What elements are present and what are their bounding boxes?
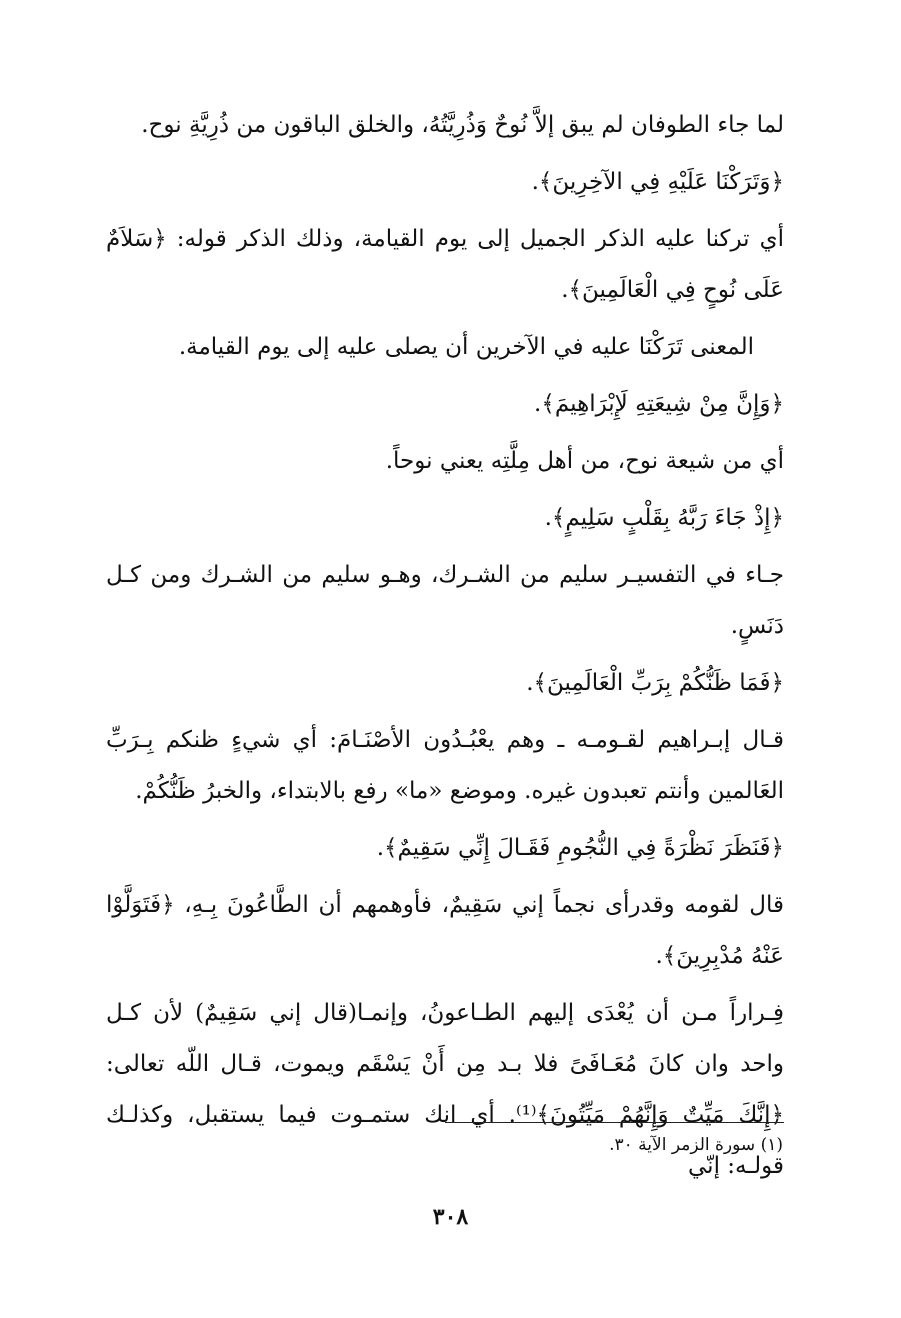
paragraph-8: فِـراراً مـن أن يُعْدَى إليهم الطـاعونُ، وإنمـا(قال إني سَقِيمٌ) لأن كـل واحد وان كانَ مُعَـافَىً فلا بـد مِن أَنْ يَسْقَم ويموت، قـال اللّه تعالى: ﴿إِنَّكَ مَيِّتٌ وَإِنَّهُمْ مَيِّتُونَ﴾⁽¹⁾. أي انك ستمـوت فيما يستقبل، وكذلـك قولـه: إنّي — [106, 1000, 785, 1179]
quran-verse-4: ﴿فَمَا ظَنُّكُمْ بِرَبِّ الْعَالَمِينَ﴾. — [526, 670, 784, 696]
quran-verse-3: ﴿إِذْ جَاءَ رَبَّهُ بِقَلْبٍ سَلِيمٍ﴾. — [544, 505, 784, 531]
footnote-divider — [445, 1122, 784, 1123]
page-number: ٣٠٨ — [432, 1204, 469, 1230]
page-body — [106, 100, 784, 1198]
paragraph-3: المعنى تَرَكْنَا عليه في الآخرين أن يصلى عليه إلى يوم القيامة. — [178, 334, 754, 360]
paragraph-4: أي من شيعة نوح، من أهل مِلَّتِه يعني نوحاً. — [385, 448, 784, 474]
paragraph-5: جـاء في التفسيـر سليم من الشـرك، وهـو سليم من الشـرك ومن كـل دَنَسٍ. — [106, 562, 784, 639]
quran-verse-1: ﴿وَتَرَكْنَا عَلَيْهِ فِي الآخِرِينَ﴾. — [531, 169, 784, 195]
footnote: (١) سورة الزمر الآية ٣٠. — [609, 1135, 783, 1155]
paragraph-1: لما جاء الطوفان لم يبق إلاَّ نُوحٌ وَذُرِيَّتُهُ، والخلق الباقون من ذُرِيَّةِ نوح. — [141, 112, 784, 138]
paragraph-2: أي تركنا عليه الذكر الجميل إلى يوم القيامة، وذلك الذكر قوله: ﴿سَلاَمٌ عَلَى نُوحٍ فِي الْعَالَمِينَ﴾. — [106, 226, 784, 303]
paragraph-7: قال لقومه وقدرأى نجماً إني سَقِيمٌ، فأوهمهم أن الطَّاعُونَ بِـهِ، ﴿فَتَوَلَّوْا عَنْهُ مُدْبِرِينَ﴾. — [106, 892, 784, 969]
paragraph-6: قـال إبـراهيم لقـومـه ـ وهم يعْبُـدُون الأصْنَـامَ: أي شيءٍ ظنكم بِـرَبِّ العَالمين وأنتم تعبدون غيره. وموضع «ما» رفع بالابتداء، والخبرُ ظَنُّكُمْ. — [106, 727, 784, 804]
quran-verse-5: ﴿فَنَظَرَ نَظْرَةً فِي النُّجُومِ فَقَـالَ إِنِّي سَقِيمٌ﴾. — [376, 835, 784, 861]
quran-verse-2: ﴿وَإِنَّ مِنْ شِيعَتِهِ لَإِبْرَاهِيمَ﴾. — [534, 391, 784, 417]
